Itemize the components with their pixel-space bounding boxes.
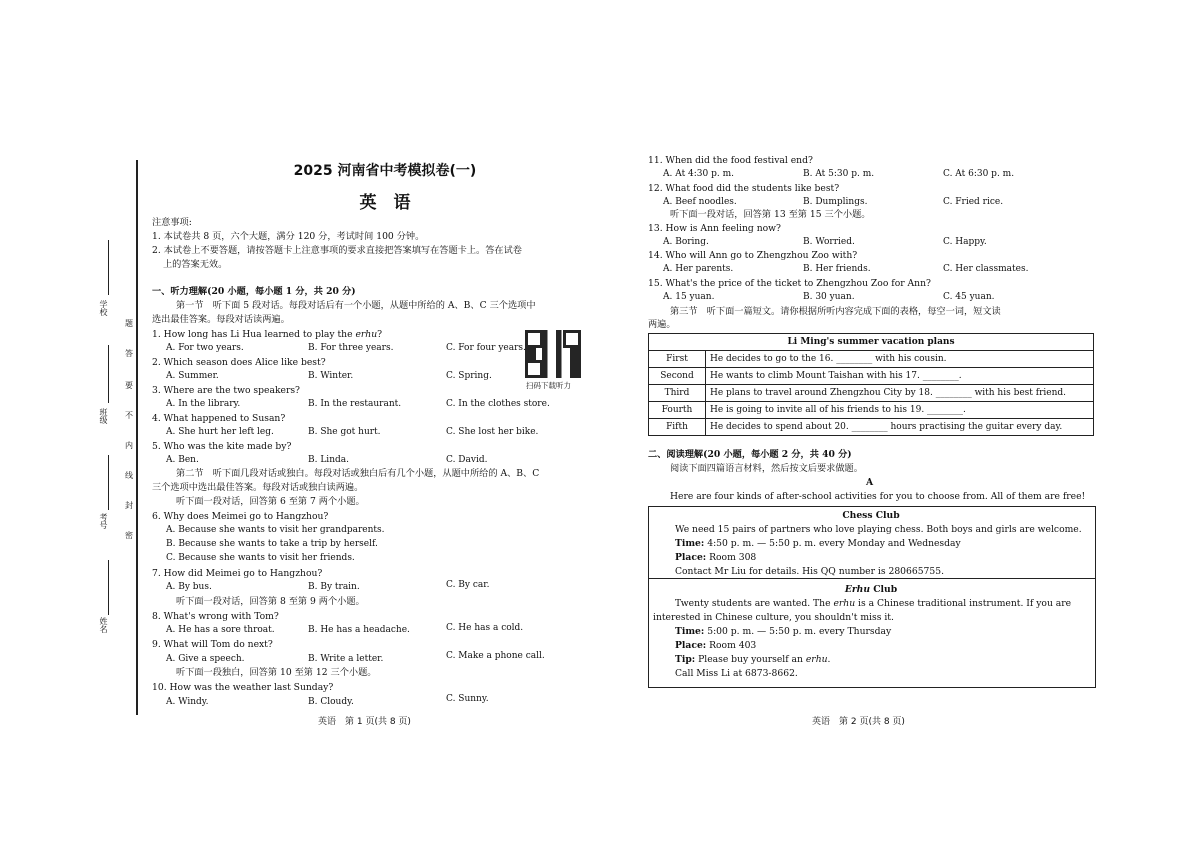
- option-a[interactable]: A. Ben.: [166, 455, 199, 465]
- question-text: 12. What food did the students like best?: [648, 183, 840, 194]
- seal-char: 内: [125, 441, 133, 450]
- club-text: Twenty students are wanted. The erhu is a Chinese traditional instrument. If you are: [675, 598, 1072, 609]
- option-a[interactable]: A. She hurt her left leg.: [166, 427, 274, 437]
- instruction: 第二节 听下面几段对话或独白。每段对话或独白后有几个小题，从题中所给的 A、B、C: [176, 468, 540, 479]
- option-b[interactable]: B. Dumplings.: [803, 197, 868, 207]
- class-label: 班级: [99, 408, 108, 424]
- option-a[interactable]: A. 15 yuan.: [663, 292, 715, 302]
- table-row: [649, 402, 1094, 419]
- notice-heading: 注意事项:: [152, 217, 192, 228]
- option-c[interactable]: C. In the clothes store.: [446, 399, 550, 409]
- passage-intro: Here are four kinds of after-school activities for you to choose from. All of them are free!: [670, 491, 1086, 502]
- club-time: Time: 5:00 p. m. — 5:50 p. m. every Thursday: [675, 626, 892, 637]
- club-place: Place: Room 403: [675, 640, 757, 651]
- question-text: 2. Which season does Alice like best?: [152, 357, 326, 368]
- club-text: interested in Chinese culture, you shouldn't miss it.: [653, 612, 894, 623]
- question-text: 1. How long has Li Hua learned to play the erhu?: [152, 329, 383, 340]
- plan-title: Li Ming's summer vacation plans: [649, 334, 1094, 351]
- option-b[interactable]: B. Worried.: [803, 237, 855, 247]
- class-blank[interactable]: [108, 345, 109, 403]
- club-text: We need 15 pairs of partners who love playing chess. Both boys and girls are welcome.: [675, 524, 1082, 535]
- option-c[interactable]: C. At 6:30 p. m.: [943, 169, 1015, 179]
- club-tip: Tip: Please buy yourself an erhu.: [675, 654, 831, 665]
- notice-line: 2. 本试卷上不要答题，请按答题卡上注意事项的要求直接把答案填写在答题卡上。答在试卷: [152, 245, 522, 256]
- option-b[interactable]: B. At 5:30 p. m.: [803, 169, 875, 179]
- plan-value[interactable]: He decides to spend about 20. ________ hours practising the guitar every day.: [706, 419, 1094, 436]
- club-title: Erhu Club: [844, 584, 898, 595]
- question-text: 9. What will Tom do next?: [152, 639, 273, 650]
- seal-char: 封: [125, 501, 133, 510]
- section-heading: 二、阅读理解(20 小题，每小题 2 分，共 40 分): [648, 449, 852, 460]
- option-a[interactable]: A. Beef noodles.: [663, 197, 737, 207]
- option-c[interactable]: C. Because she wants to visit her friends.: [166, 553, 355, 563]
- option-a[interactable]: A. In the library.: [166, 399, 241, 409]
- option-c[interactable]: C. 45 yuan.: [943, 292, 995, 302]
- club-contact: Contact Mr Liu for details. His QQ number is 280665755.: [675, 566, 945, 577]
- subject-title: 英 语: [359, 193, 411, 213]
- seal-char: 答: [125, 349, 133, 358]
- option-a[interactable]: A. Windy.: [166, 697, 209, 707]
- question-text: 8. What's wrong with Tom?: [152, 611, 279, 622]
- option-b[interactable]: B. For three years.: [308, 343, 394, 353]
- instruction: 第一节 听下面 5 段对话。每段对话后有一个小题，从题中所给的 A、B、C 三个选项中: [176, 300, 536, 311]
- option-a[interactable]: A. Because she wants to visit her grandparents.: [166, 525, 385, 535]
- number-blank[interactable]: [108, 455, 109, 510]
- plan-value[interactable]: He decides to go to the 16. ________ with his cousin.: [706, 351, 1094, 368]
- option-b[interactable]: B. Because she wants to take a trip by herself.: [166, 539, 378, 549]
- page-footer: 英语 第 2 页(共 8 页): [812, 717, 905, 727]
- binding-line: [136, 160, 138, 715]
- club-title: Chess Club: [842, 510, 900, 521]
- question-text: 14. Who will Ann go to Zhengzhou Zoo with?: [648, 250, 858, 261]
- instruction: 听下面一段对话，回答第 6 至第 7 两个小题。: [176, 496, 365, 507]
- option-b[interactable]: B. Winter.: [308, 371, 354, 381]
- plan-value[interactable]: He plans to travel around Zhengzhou City by 18. ________ with his best friend.: [706, 385, 1094, 402]
- club-contact: Call Miss Li at 6873-8662.: [675, 668, 798, 679]
- instruction: 第三节 听下面一篇短文。请你根据所听内容完成下面的表格，每空一词，短文读: [670, 306, 1001, 317]
- option-c[interactable]: C. Her classmates.: [943, 264, 1029, 274]
- plan-key: Third: [649, 385, 706, 402]
- option-c[interactable]: C. Sunny.: [446, 694, 489, 704]
- club-place: Place: Room 308: [675, 552, 757, 563]
- notice-line: 1. 本试卷共 8 页，六个大题，满分 120 分，考试时间 100 分钟。: [152, 231, 425, 242]
- option-c[interactable]: C. Make a phone call.: [446, 651, 545, 661]
- option-c[interactable]: C. For four years.: [446, 343, 526, 353]
- question-text: 13. How is Ann feeling now?: [648, 223, 781, 234]
- option-b[interactable]: B. In the restaurant.: [308, 399, 402, 409]
- option-b[interactable]: B. Write a letter.: [308, 654, 384, 664]
- option-b[interactable]: B. She got hurt.: [308, 427, 381, 437]
- option-a[interactable]: A. Her parents.: [663, 264, 734, 274]
- option-c[interactable]: C. He has a cold.: [446, 623, 524, 633]
- option-b[interactable]: B. He has a headache.: [308, 625, 410, 635]
- seal-char: 题: [125, 319, 133, 328]
- option-c[interactable]: C. Happy.: [943, 237, 987, 247]
- question-text: 5. Who was the kite made by?: [152, 441, 292, 452]
- table-row: [649, 351, 1094, 368]
- instruction: 选出最佳答案。每段对话读两遍。: [152, 314, 290, 325]
- plan-key: Fifth: [649, 419, 706, 436]
- option-a[interactable]: A. Give a speech.: [166, 654, 245, 664]
- option-a[interactable]: A. By bus.: [166, 582, 212, 592]
- instruction: 阅读下面四篇语言材料，然后按文后要求做题。: [670, 463, 863, 474]
- seal-char: 线: [125, 471, 133, 480]
- instruction: 听下面一段对话，回答第 8 至第 9 两个小题。: [176, 596, 365, 607]
- question-text: 10. How was the weather last Sunday?: [152, 682, 334, 693]
- table-row: [649, 419, 1094, 436]
- passage-label: A: [866, 477, 874, 488]
- plan-key: Second: [649, 368, 706, 385]
- option-b[interactable]: B. Linda.: [308, 455, 349, 465]
- question-text: 4. What happened to Susan?: [152, 413, 286, 424]
- option-a[interactable]: A. He has a sore throat.: [166, 625, 275, 635]
- option-b[interactable]: B. Her friends.: [803, 264, 871, 274]
- question-text: 6. Why does Meimei go to Hangzhou?: [152, 511, 329, 522]
- question-text: 15. What's the price of the ticket to Zhengzhou Zoo for Ann?: [648, 278, 931, 289]
- option-c[interactable]: C. David.: [446, 455, 488, 465]
- option-c[interactable]: C. By car.: [446, 580, 490, 590]
- instruction: 听下面一段独白，回答第 10 至第 12 三个小题。: [176, 667, 377, 678]
- instruction: 三个选项中选出最佳答案。每段对话或独白读两遍。: [152, 482, 364, 493]
- instruction: 听下面一段对话，回答第 13 至第 15 三个小题。: [670, 209, 871, 220]
- notice-line: 上的答案无效。: [163, 259, 228, 270]
- plan-value[interactable]: He wants to climb Mount Taishan with his 17. ________.: [706, 368, 1094, 385]
- instruction: 两遍。: [648, 319, 676, 330]
- qr-caption: 扫码下载听力: [526, 381, 571, 390]
- option-b[interactable]: B. Cloudy.: [308, 697, 354, 707]
- seal-char: 不: [125, 411, 133, 420]
- club-time: Time: 4:50 p. m. — 5:50 p. m. every Monday and Wednesday: [675, 538, 961, 549]
- plan-table: [648, 333, 1094, 436]
- divider: [648, 578, 1096, 579]
- plan-key: Fourth: [649, 402, 706, 419]
- option-a[interactable]: A. Summer.: [166, 371, 219, 381]
- option-c[interactable]: C. She lost her bike.: [446, 427, 539, 437]
- school-blank[interactable]: [108, 240, 109, 295]
- name-blank[interactable]: [108, 560, 109, 615]
- option-a[interactable]: A. At 4:30 p. m.: [663, 169, 734, 179]
- plan-key: First: [649, 351, 706, 368]
- seal-char: 密: [125, 531, 133, 540]
- question-text: 3. Where are the two speakers?: [152, 385, 300, 396]
- option-b[interactable]: B. By train.: [308, 582, 360, 592]
- option-a[interactable]: A. For two years.: [166, 343, 244, 353]
- seal-char: 要: [125, 381, 133, 390]
- school-label: 学校: [99, 300, 108, 316]
- option-c[interactable]: C. Spring.: [446, 371, 492, 381]
- option-a[interactable]: A. Boring.: [663, 237, 709, 247]
- number-label: 考号: [99, 513, 108, 529]
- exam-title: 2025 河南省中考模拟卷(一): [293, 163, 477, 179]
- option-c[interactable]: C. Fried rice.: [943, 197, 1004, 207]
- qr-code[interactable]: [525, 330, 581, 378]
- plan-value[interactable]: He is going to invite all of his friends to his 19. ________.: [706, 402, 1094, 419]
- name-label: 姓名: [99, 617, 108, 633]
- question-text: 11. When did the food festival end?: [648, 155, 813, 166]
- section-heading: 一、听力理解(20 小题，每小题 1 分，共 20 分): [152, 286, 356, 297]
- option-b[interactable]: B. 30 yuan.: [803, 292, 855, 302]
- question-text: 7. How did Meimei go to Hangzhou?: [152, 568, 323, 579]
- page-footer: 英语 第 1 页(共 8 页): [318, 717, 411, 727]
- table-row: [649, 385, 1094, 402]
- table-row: [649, 368, 1094, 385]
